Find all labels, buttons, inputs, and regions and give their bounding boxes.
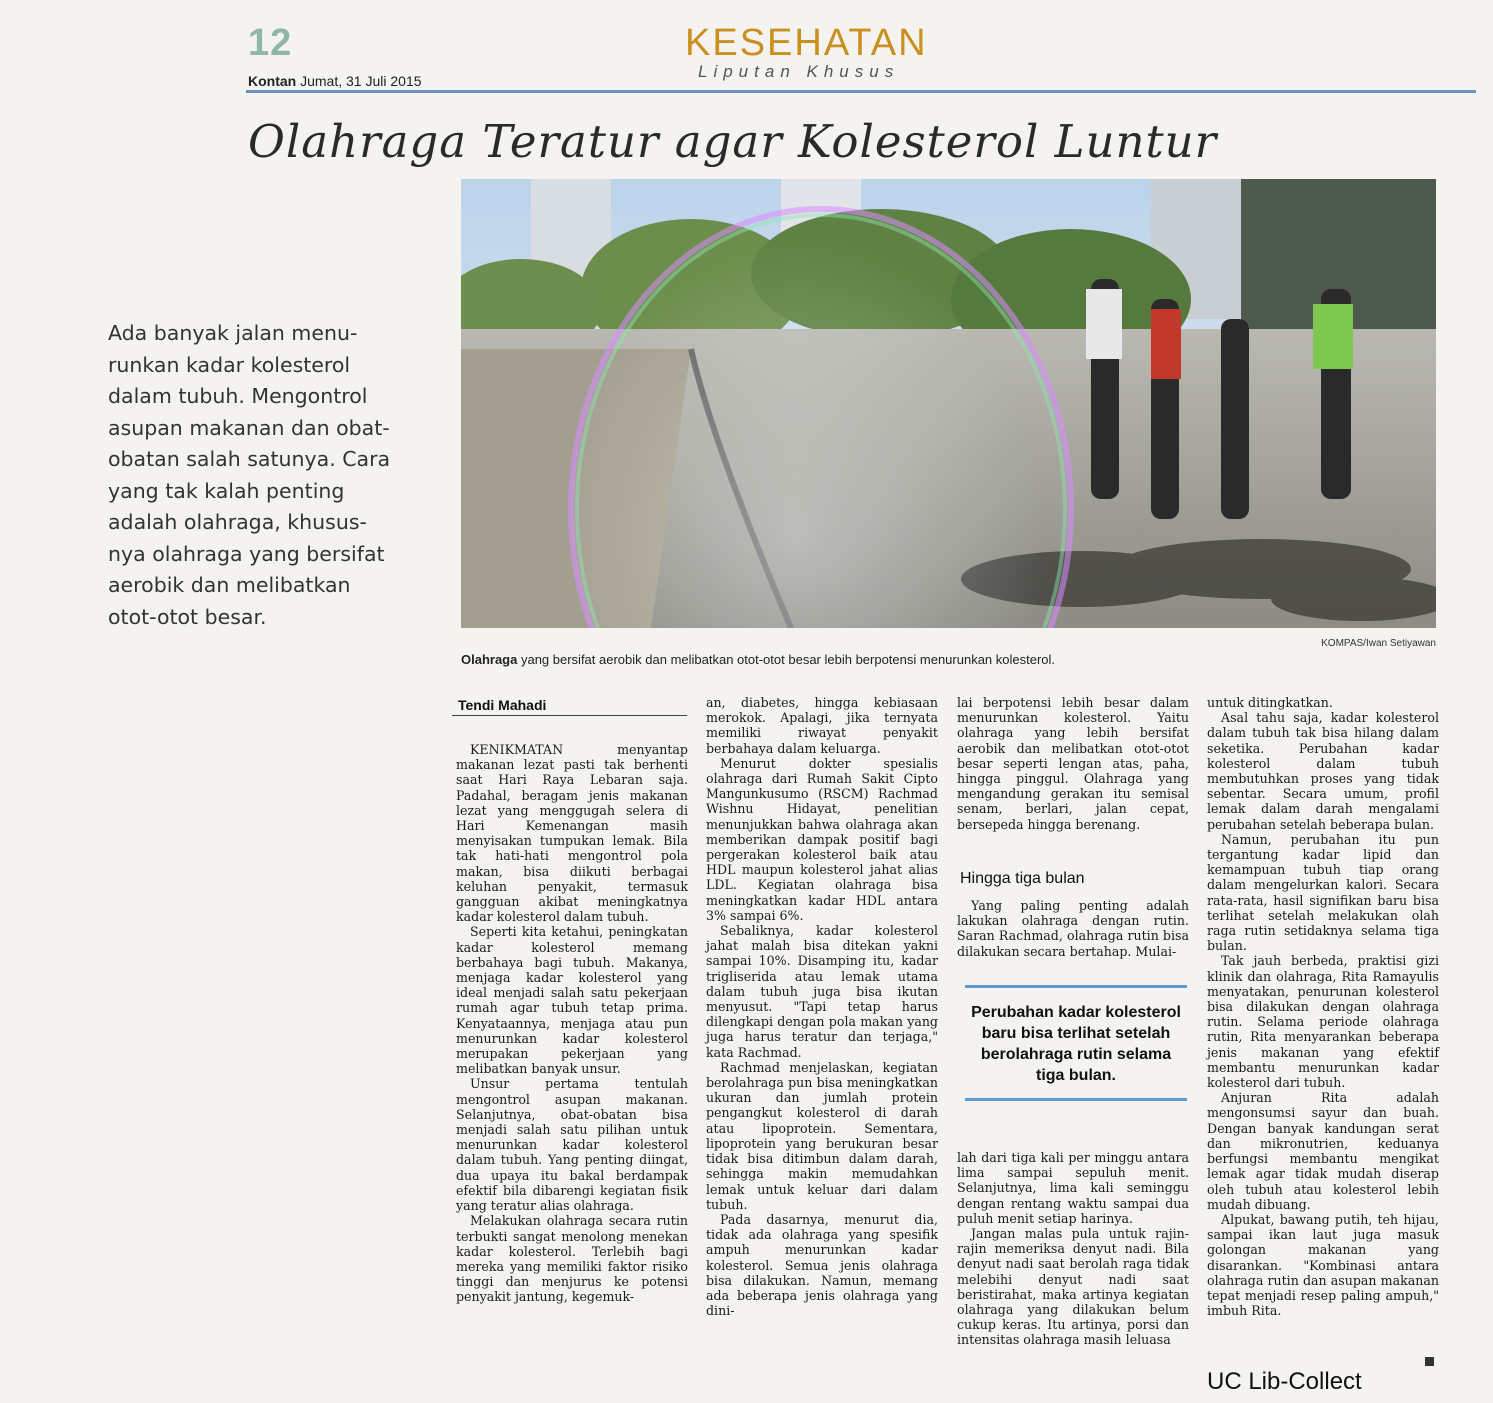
section-title: KESEHATAN: [685, 22, 928, 64]
body-paragraph: Jangan malas pula untuk rajin-rajin memeriksa denyut nadi. Bila denyut nadi saat berolah raga tidak melebihi denyut nadi saat beristirahat, maka artinya kegiatan olahraga yang dilakukan belum cukup keras. Itu artinya, porsi dan intensitas olahraga masih leluasa: [957, 1226, 1189, 1348]
byline: Tendi Mahadi: [458, 697, 547, 713]
body-paragraph: lai berpotensi lebih besar dalam menurunkan kolesterol. Yaitu olahraga yang lebih bersifat aerobik dan melibatkan otot-otot besar seperti lengan atas, paha, hingga pinggul. Olahraga yang mengandung gerakan itu semisal senam, berlari, jalan cepat, bersepeda hingga berenang.: [957, 695, 1189, 832]
byline-rule: [452, 715, 687, 716]
article-lead: [108, 318, 418, 633]
subheading: Hingga tiga bulan: [960, 870, 1085, 887]
body-paragraph: Alpukat, bawang putih, teh hijau, sampai ikan laut juga masuk golongan makanan yang disarankan. "Kombinasi antara olahraga rutin dan asupan makanan tepat menjadi resep paling ampuh," imbuh Rita.: [1207, 1211, 1439, 1319]
body-column-2: [706, 695, 938, 1318]
publisher-dateline: [248, 73, 422, 89]
body-paragraph: Rachmad menjelaskan, kegiatan berolahraga pun bisa meningkatkan ukuran dan jumlah protein pengangkut kolesterol di darah atau lipoprotein. Sementara, lipoprotein yang berukuran besar tidak bisa ditimbun dalam darah, sehingga makin memudahkan lemak untuk keluar dari dalam tubuh.: [706, 1059, 938, 1212]
body-paragraph: Asal tahu saja, kadar kolesterol dalam tubuh tak bisa hilang dalam seketika. Perubahan kadar kolesterol dalam tubuh membutuhkan proses yang tidak sebentar. Secara umum, profil lemak dalam darah mengalami perubahan setelah beberapa bulan.: [1207, 710, 1439, 832]
publisher-name: Kontan: [248, 73, 297, 89]
lead-line: otot-otot besar.: [108, 604, 267, 629]
body-paragraph: Tak jauh berbeda, praktisi gizi klinik dan olahraga, Rita Ramayulis menyatakan, penurunan kolesterol bisa dilakukan dengan olahraga rutin. Selama periode olahraga rutin, Rita menyarankan beberapa jenis makanan yang efektif membantu menurunkan kadar kolesterol dari tubuh.: [1207, 953, 1439, 1091]
body-paragraph: Unsur pertama tentulah mengontrol asupan makanan. Selanjutnya, obat-obatan bisa menjadi salah satu pilihan untuk menurunkan kadar kolesterol dalam tubuh. Yang penting diingat, dua upaya itu bakal berdampak efektif bila dibarengi kegiatan fisik yang teratur alias olahraga.: [456, 1076, 688, 1214]
page-number: 12: [248, 22, 293, 64]
body-paragraph: Yang paling penting adalah lakukan olahraga dengan rutin. Saran Rachmad, olahraga rutin bisa dilakukan secara bertahap. Mulai-: [957, 898, 1189, 959]
body-paragraph: Namun, perubahan itu pun tergantung kadar lipid dan kemampuan tubuh tiap orang dalam mengelurkan kalori. Secara rata-rata, hasil signifikan baru bisa terlihat setelah melakukan olah raga rutin setidaknya selama tiga bulan.: [1207, 831, 1439, 954]
body-paragraph: Sebaliknya, kadar kolesterol jahat malah bisa ditekan yakni sampai 10%. Disamping itu, kadar trigliserida atau lemak utama dalam tubuh juga bisa ikutan menyusut. "Tapi tetap harus dilengkapi dengan pola makan yang juga harus teratur dan terjaga," kata Rachmad.: [706, 923, 938, 1060]
lead-line: Ada banyak jalan menu-: [108, 321, 358, 345]
article-photo: [461, 179, 1436, 628]
body-paragraph: untuk ditingkatkan.: [1207, 695, 1333, 710]
body-paragraph: Anjuran Rita adalah mengonsumsi sayur dan buah. Dengan banyak kandungan serat dan mikronutrien, keduanya berfungsi membantu mengikat lemak agar tidak mudah diserap oleh tubuh atau kolesterol lebih mudah dibuang.: [1207, 1090, 1439, 1212]
lead-line: obatan salah satunya. Cara: [108, 447, 391, 471]
lead-line: adalah olahraga, khusus-: [108, 510, 367, 534]
body-paragraph: lah dari tiga kali per minggu antara lima sampai sepuluh menit. Selanjutnya, lima kali seminggu dengan rentang waktu sampai dua puluh menit setiap harinya.: [957, 1150, 1189, 1226]
body-paragraph: KENIKMATAN menyantap makanan lezat pasti tak berhenti saat Hari Raya Lebaran saja. Padahal, beragam jenis makanan lezat yang menggugah selera di Hari Kemenangan masih menyisakan tumpukan lemak. Bila tak hati-hati mengontrol pola makan, bisa diikuti berbagai keluhan penyakit, termasuk gangguan akibat meningkatnya kadar kolesterol dalam tubuh.: [456, 742, 688, 925]
body-column-4: [1207, 695, 1439, 1318]
lead-line: runkan kadar kolesterol: [108, 352, 351, 377]
publication-date: Jumat, 31 Juli 2015: [300, 73, 422, 89]
body-column-3-bottom: [957, 1150, 1189, 1348]
end-mark: [1425, 1357, 1434, 1366]
photo-caption: [461, 652, 1436, 667]
lead-line: dalam tubuh. Mengontrol: [108, 384, 368, 408]
header-rule: [246, 90, 1476, 93]
body-paragraph: Seperti kita ketahui, peningkatan kadar kolesterol memang berbahaya bagi tubuh. Makanya, menjaga kadar kolesterol yang ideal menjadi salah satu pekerjaan rumah agar tubuh tetap prima. Kenyataannya, menjaga atau pun menurunkan kadar kolesterol merupakan pekerjaan yang melibatkan banyak unsur.: [456, 924, 688, 1077]
body-paragraph: Pada dasarnya, menurut dia, tidak ada olahraga yang spesifik ampuh menurunkan kadar kolesterol. Semua jenis olahraga bisa dilakukan. Namun, memang ada beberapa jenis olahraga yang dini-: [706, 1211, 938, 1319]
lead-line: aerobik dan melibatkan: [108, 573, 351, 597]
body-column-1: [456, 742, 688, 1305]
pull-quote: Perubahan kadar kolesterol baru bisa terlihat setelah berolahraga rutin selama tiga bulan.: [965, 985, 1187, 1101]
body-column-3-top: [957, 695, 1189, 832]
section-subtitle: Liputan Khusus: [698, 62, 900, 81]
photo-credit: KOMPAS/Iwan Setiyawan: [1321, 638, 1436, 649]
body-paragraph: an, diabetes, hingga kebiasaan merokok. Apalagi, jika ternyata memiliki riwayat penyakit berbahaya dalam keluarga.: [706, 695, 938, 756]
lead-line: asupan makanan dan obat-: [108, 415, 390, 440]
body-column-3-mid: [957, 898, 1189, 959]
lead-line: yang tak kalah penting: [108, 478, 345, 503]
body-paragraph: Menurut dokter spesialis olahraga dari Rumah Sakit Cipto Mangunkusumo (RSCM) Rachmad Wishnu Hidayat, penelitian menunjukkan bahwa olahraga akan memberikan dampak positif bagi pergerakan kolesterol baik atau HDL maupun kolesterol jahat alias LDL. Kegiatan olahraga bisa meningkatkan kadar HDL antara 3% sampai 6%.: [706, 755, 938, 923]
lead-line: nya olahraga yang bersifat: [108, 541, 385, 566]
caption-lead: Olahraga: [461, 652, 518, 667]
article-headline: Olahraga Teratur agar Kolesterol Luntur: [248, 115, 1218, 168]
body-paragraph: Melakukan olahraga secara rutin terbukti sangat menolong menekan kadar kolesterol. Terlebih bagi mereka yang memiliki faktor risiko tinggi dan menjurus ke potensi penyakit jantung, kegemuk-: [456, 1213, 688, 1305]
watermark: UC Lib-Collect: [1207, 1368, 1362, 1395]
caption-text: yang bersifat aerobik dan melibatkan otot-otot besar lebih berpotensi menurunkan kolesterol.: [517, 652, 1056, 667]
photo-illustration: [461, 179, 1436, 628]
